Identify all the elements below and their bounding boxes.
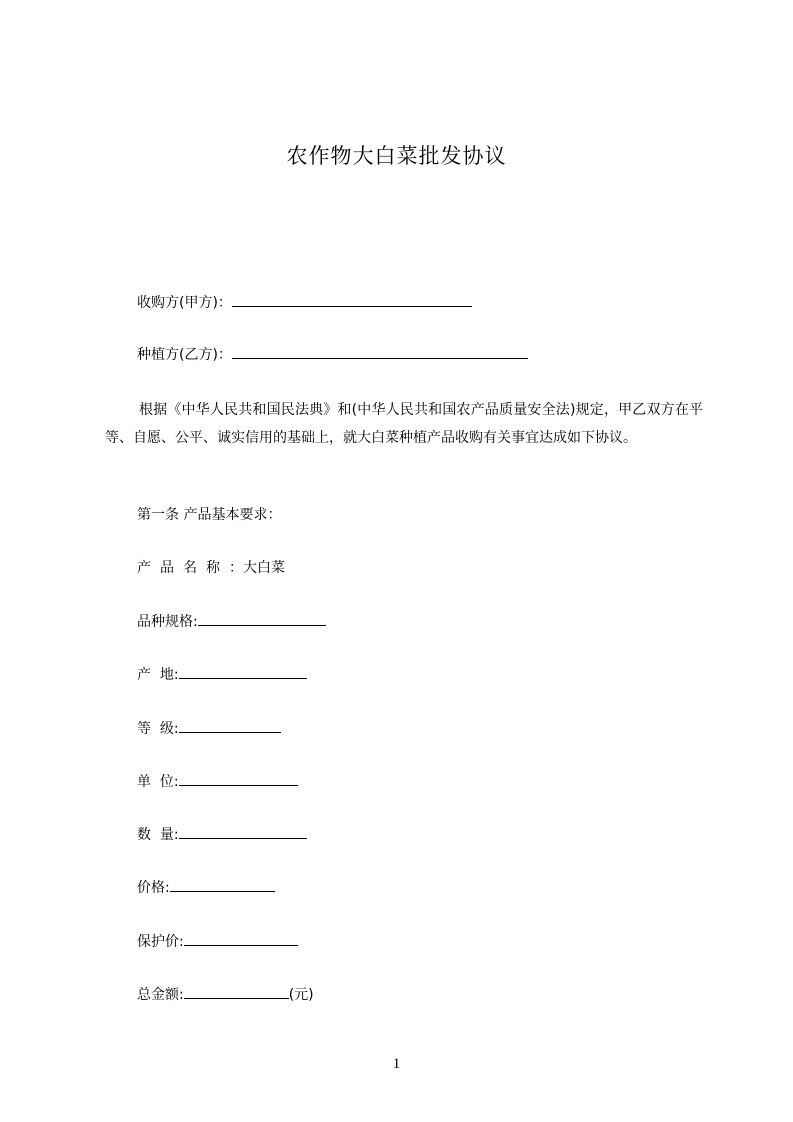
protected-price-line xyxy=(137,931,298,952)
product-name-label: 产品名称 xyxy=(137,560,229,576)
origin-label: 产 地: xyxy=(137,667,179,683)
grade-label: 等 级: xyxy=(137,721,179,737)
price-line xyxy=(137,877,275,898)
total-line xyxy=(137,984,314,1005)
variety-line xyxy=(137,611,326,632)
origin-blank xyxy=(179,664,307,679)
product-name-value: 大白菜 xyxy=(243,560,285,576)
grade-line xyxy=(137,718,281,739)
party-b-label: 种植方(乙方)： xyxy=(137,347,232,363)
party-b-blank xyxy=(232,344,528,359)
protected-price-label: 保护价: xyxy=(137,934,184,950)
variety-blank xyxy=(198,611,326,626)
intro-paragraph: 根据《中华人民共和国民法典》和(中华人民共和国农产品质量安全法)规定，甲乙双方在平等、自愿、公平、诚实信用的基础上，就大白菜种植产品收购有关事宜达成如下协议。 xyxy=(105,402,703,446)
product-name-line xyxy=(137,558,285,578)
quantity-line xyxy=(137,824,307,845)
price-blank xyxy=(170,877,275,892)
variety-label: 品种规格: xyxy=(137,614,198,630)
total-blank xyxy=(184,984,289,999)
origin-line xyxy=(137,664,307,685)
page-number: 1 xyxy=(392,1056,401,1072)
party-a-line xyxy=(137,292,472,313)
party-b-line xyxy=(137,344,528,365)
article1-heading: 第一条 产品基本要求： xyxy=(137,507,282,523)
protected-price-blank xyxy=(184,931,298,946)
total-suffix: (元) xyxy=(288,987,314,1003)
price-label: 价格: xyxy=(137,880,170,896)
total-label: 总金额: xyxy=(137,987,184,1003)
grade-blank xyxy=(179,718,281,733)
party-a-label: 收购方(甲方)： xyxy=(137,295,232,311)
quantity-blank xyxy=(179,824,307,839)
unit-blank xyxy=(179,771,298,786)
quantity-label: 数 量: xyxy=(137,827,179,843)
document-title: 农作物大白菜批发协议 xyxy=(286,144,507,168)
party-a-blank xyxy=(232,292,472,307)
unit-line xyxy=(137,771,298,792)
product-name-colon: ： xyxy=(229,560,243,576)
unit-label: 单 位: xyxy=(137,774,179,790)
